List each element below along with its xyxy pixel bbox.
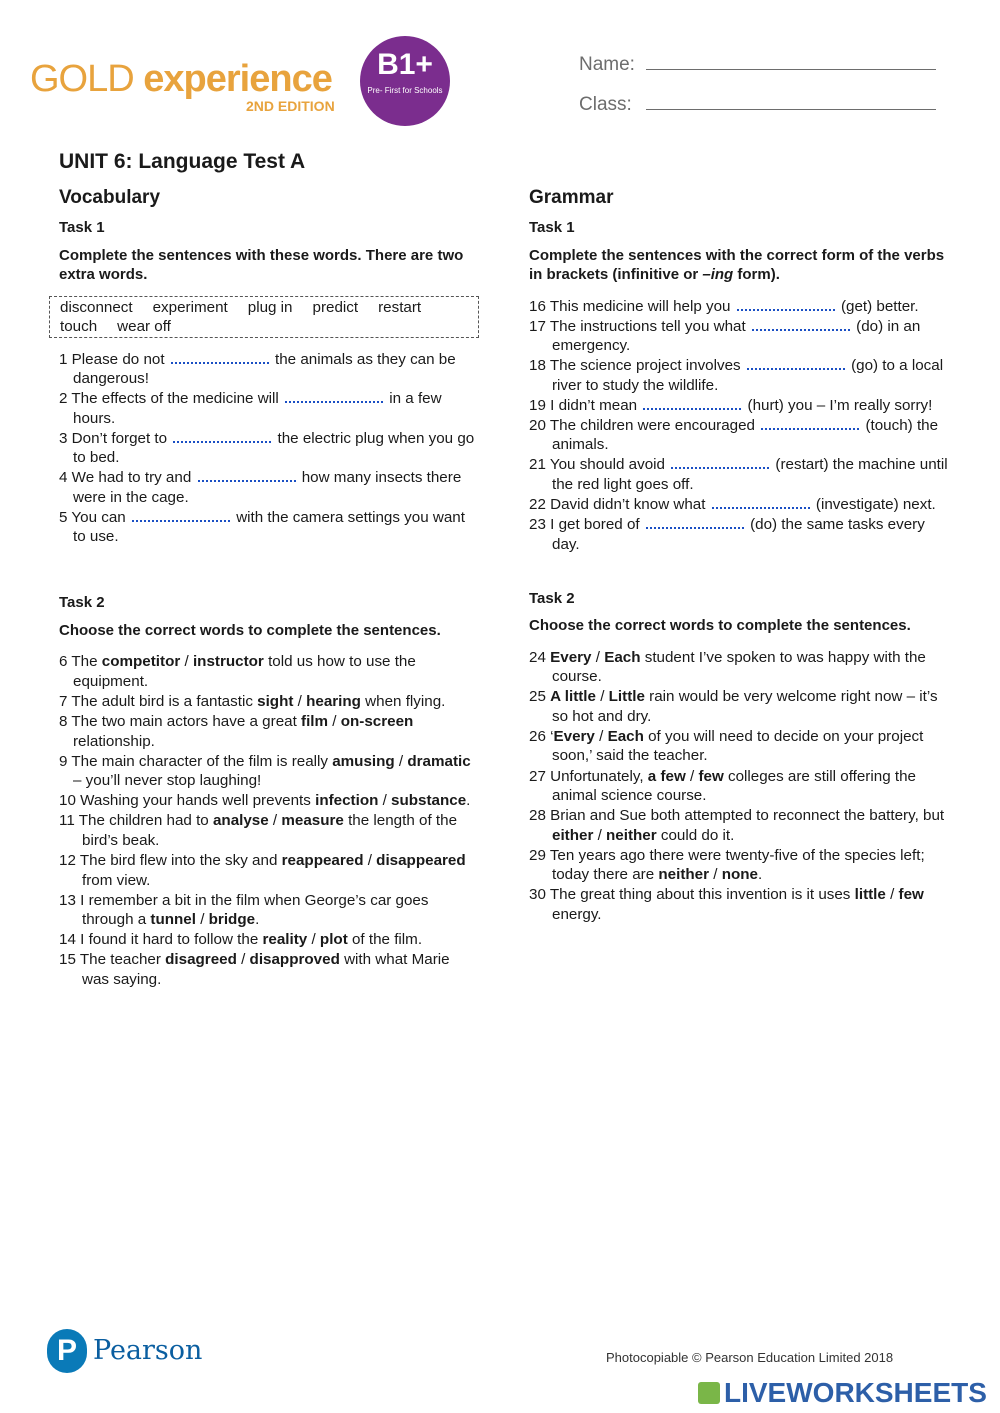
- question-text: The effects of the medicine will: [71, 390, 284, 408]
- level-badge: [360, 36, 450, 126]
- choice-option[interactable]: plot: [319, 931, 348, 949]
- question-text: (restart) the machine until the red light goes off.: [552, 456, 948, 493]
- question-item: [529, 495, 949, 515]
- choice-option[interactable]: A little: [550, 688, 596, 706]
- answer-blank[interactable]: [752, 319, 850, 331]
- liveworksheets-logo: [698, 1377, 987, 1409]
- question-text: /: [195, 911, 209, 929]
- question-item: [529, 648, 949, 687]
- choice-option[interactable]: neither: [606, 826, 657, 844]
- grammar-task1-label: Task 1: [529, 219, 575, 236]
- choice-option[interactable]: Every: [553, 727, 595, 745]
- grammar-heading: Grammar: [529, 187, 614, 208]
- grammar-task2-list: [529, 648, 949, 925]
- grammar-task1-instruction: [529, 246, 949, 285]
- choice-option[interactable]: bridge: [208, 911, 256, 929]
- question-item: [59, 811, 479, 850]
- question-number: 26: [529, 727, 551, 745]
- instruction-italic: –ing: [702, 266, 734, 283]
- question-text: – you’ll never stop laughing!: [73, 772, 262, 790]
- question-number: 6: [59, 653, 72, 671]
- question-text: Don’t forget to: [71, 429, 172, 447]
- question-number: 27: [529, 767, 551, 785]
- question-text: the length of the bird’s beak.: [82, 812, 458, 849]
- liveworksheets-text: LIVEWORKSHEETS: [724, 1377, 987, 1408]
- question-text: The great thing about this invention is it uses: [549, 886, 855, 904]
- question-text: The: [71, 653, 102, 671]
- question-number: 2: [59, 390, 72, 408]
- choice-option[interactable]: few: [698, 767, 724, 785]
- class-field[interactable]: [646, 109, 936, 110]
- question-text: of the film.: [347, 931, 423, 949]
- question-text: /: [268, 812, 282, 830]
- question-text: I remember a bit in the film when George’s car goes through a: [80, 891, 429, 929]
- question-text: /: [328, 713, 341, 731]
- question-text: from view.: [82, 871, 151, 889]
- choice-option[interactable]: Each: [604, 648, 641, 666]
- question-text: /: [236, 951, 250, 969]
- question-text: The main character of the film is really: [71, 752, 333, 770]
- question-number: 12: [59, 852, 80, 870]
- question-text: /: [591, 648, 605, 666]
- question-text: (do) the same tasks every day.: [552, 516, 925, 553]
- word-option: restart: [378, 298, 422, 316]
- choice-option[interactable]: none: [721, 866, 758, 884]
- question-text: the animals as they can be dangerous!: [73, 350, 456, 387]
- choice-option[interactable]: infection: [315, 792, 379, 810]
- question-text: (do) in an emergency.: [552, 317, 921, 355]
- question-text: The bird flew into the sky and: [79, 852, 282, 870]
- question-text: (hurt) you – I’m really sorry!: [743, 396, 933, 414]
- instruction-part: Complete the sentences with the correct form of the verbs in brackets (infinitive or: [529, 246, 945, 283]
- vocab-task2-list: [59, 652, 479, 989]
- question-text: I didn’t mean: [550, 396, 642, 414]
- choice-option[interactable]: film: [301, 713, 329, 731]
- answer-blank[interactable]: [173, 431, 271, 443]
- question-number: 4: [59, 469, 72, 487]
- question-text: I found it hard to follow the: [80, 931, 263, 949]
- choice-option[interactable]: few: [898, 886, 924, 904]
- question-text: Unfortunately,: [550, 767, 648, 785]
- question-number: 24: [529, 648, 551, 666]
- question-text: The instructions tell you what: [549, 317, 750, 335]
- question-item: [529, 885, 949, 924]
- question-number: 18: [529, 357, 550, 375]
- word-option: disconnect: [60, 298, 133, 316]
- question-text: /: [594, 727, 608, 745]
- vocab-task2-instruction: Choose the correct words to complete the sentences.: [59, 621, 441, 639]
- question-text: The teacher: [79, 951, 166, 969]
- question-text: The adult bird is a fantastic: [71, 693, 258, 711]
- question-number: 19: [529, 396, 551, 414]
- vocab-task1-list: [59, 350, 479, 547]
- choice-option[interactable]: amusing: [332, 752, 395, 770]
- grammar-task2-instruction: Choose the correct words to complete the sentences.: [529, 617, 911, 635]
- question-text: how many insects there were in the cage.: [73, 469, 462, 506]
- question-text: We had to try and: [71, 469, 196, 487]
- question-text: energy.: [552, 905, 602, 923]
- question-item: [529, 727, 949, 766]
- edition-label: 2ND EDITION: [246, 98, 335, 114]
- question-text: /: [685, 767, 699, 785]
- question-text: /: [593, 826, 607, 844]
- question-text: .: [466, 792, 471, 810]
- choice-option[interactable]: Each: [607, 727, 644, 745]
- question-item: [59, 350, 479, 389]
- word-option: touch: [60, 317, 98, 335]
- word-option: predict: [312, 298, 359, 316]
- answer-blank[interactable]: [646, 517, 744, 529]
- question-text: colleges are still offering the animal science course.: [552, 767, 916, 805]
- choice-option[interactable]: measure: [281, 812, 344, 830]
- question-text: when flying.: [360, 693, 446, 711]
- choice-option[interactable]: either: [552, 826, 594, 844]
- question-item: [59, 712, 479, 751]
- question-number: 21: [529, 456, 550, 474]
- class-label: Class:: [579, 94, 632, 115]
- answer-blank[interactable]: [643, 398, 741, 410]
- word-option: experiment: [152, 298, 228, 316]
- question-text: could do it.: [656, 826, 735, 844]
- question-item: [59, 791, 479, 811]
- badge-sub: Pre- First for Schools: [367, 86, 443, 95]
- question-number: 11: [59, 812, 79, 830]
- question-text: You can: [71, 508, 130, 526]
- question-text: Brian and Sue both attempted to reconnect the battery, but: [550, 807, 945, 825]
- liveworksheets-icon: [698, 1382, 720, 1404]
- word-option: plug in: [247, 298, 293, 316]
- choice-option[interactable]: disappeared: [376, 852, 466, 870]
- question-number: 14: [59, 931, 81, 949]
- choice-option[interactable]: Little: [608, 688, 645, 706]
- question-item: [529, 297, 949, 317]
- question-number: 8: [59, 713, 72, 731]
- question-text: .: [757, 866, 763, 884]
- question-number: 28: [529, 807, 551, 825]
- brand-logo: [30, 58, 332, 101]
- question-number: 22: [529, 496, 551, 514]
- question-text: Please do not: [71, 350, 169, 368]
- question-item: [59, 891, 479, 930]
- vocab-task1-instruction: Complete the sentences with these words. There are two extra words.: [59, 246, 464, 283]
- choice-option[interactable]: little: [854, 886, 886, 904]
- brand-gold: GOLD: [30, 58, 134, 100]
- question-item: [59, 652, 479, 691]
- word-option: wear off: [117, 317, 171, 335]
- question-number: 3: [59, 429, 72, 447]
- name-label: Name:: [579, 54, 635, 75]
- question-item: [59, 692, 479, 712]
- badge-level: B1+: [377, 48, 433, 81]
- question-number: 5: [59, 508, 72, 526]
- question-item: [59, 508, 479, 547]
- question-text: (get) better.: [836, 297, 919, 315]
- question-item: [59, 930, 479, 950]
- answer-blank[interactable]: [712, 497, 810, 509]
- answer-blank[interactable]: [761, 418, 859, 430]
- question-number: 15: [59, 951, 80, 969]
- vocabulary-heading: Vocabulary: [59, 187, 161, 208]
- question-item: [529, 806, 949, 845]
- question-text: /: [709, 866, 722, 884]
- question-number: 30: [529, 886, 550, 904]
- question-text: The children were encouraged: [549, 416, 760, 434]
- question-item: [529, 356, 949, 395]
- question-text: student I’ve spoken to was happy with the course.: [552, 648, 926, 686]
- question-text: /: [180, 653, 193, 671]
- question-item: [59, 429, 479, 468]
- question-text: told us how to use the equipment.: [73, 653, 416, 690]
- question-text: Washing your hands well prevents: [80, 792, 316, 810]
- question-number: 29: [529, 846, 550, 864]
- question-text: The two main actors have a great: [71, 713, 302, 731]
- question-text: /: [885, 886, 899, 904]
- choice-option[interactable]: substance: [391, 792, 467, 810]
- name-field[interactable]: [646, 69, 936, 70]
- choice-option[interactable]: tunnel: [150, 911, 196, 929]
- instruction-part: form).: [733, 266, 780, 283]
- word-box: [49, 296, 479, 338]
- pearson-wordmark: Pearson: [93, 1335, 203, 1366]
- choice-option[interactable]: reappeared: [281, 852, 364, 870]
- question-number: 25: [529, 688, 551, 706]
- question-text: David didn’t know what: [550, 496, 710, 514]
- question-number: 17: [529, 317, 550, 335]
- choice-option[interactable]: sight: [257, 693, 294, 711]
- choice-option[interactable]: on-screen: [340, 713, 414, 731]
- question-text: the electric plug when you go to bed.: [73, 429, 475, 467]
- question-text: Ten years ago there were twenty-five of the species left; today there are: [549, 846, 925, 884]
- question-item: [529, 687, 949, 726]
- choice-option[interactable]: neither: [658, 866, 710, 884]
- choice-option[interactable]: hearing: [306, 693, 361, 711]
- question-item: [529, 767, 949, 806]
- answer-blank[interactable]: [171, 352, 269, 364]
- grammar-task2-label: Task 2: [529, 589, 575, 607]
- question-text: /: [394, 752, 408, 770]
- pearson-icon: P: [47, 1329, 87, 1373]
- choice-option[interactable]: dramatic: [407, 752, 471, 770]
- question-item: [59, 950, 479, 989]
- question-item: [59, 468, 479, 507]
- question-text: /: [363, 852, 377, 870]
- question-text: (touch) the animals.: [552, 416, 939, 454]
- answer-blank[interactable]: [198, 470, 296, 482]
- question-item: [529, 396, 949, 416]
- question-text: with what Marie was saying.: [82, 951, 450, 988]
- question-item: [59, 389, 479, 428]
- question-text: I get bored of: [550, 516, 644, 534]
- question-text: The children had to: [78, 812, 213, 830]
- question-text: of you will need to decide on your project soon,’ said the teacher.: [552, 727, 924, 765]
- question-text: /: [307, 931, 320, 949]
- question-item: [529, 317, 949, 356]
- answer-blank[interactable]: [747, 358, 845, 370]
- question-text: (go) to a local river to study the wildlife.: [552, 357, 944, 394]
- answer-blank[interactable]: [671, 457, 769, 469]
- question-number: 23: [529, 516, 551, 534]
- question-number: 9: [59, 752, 72, 770]
- brand-experience: experience: [143, 58, 332, 100]
- question-item: [529, 846, 949, 885]
- copyright-notice: Photocopiable © Pearson Education Limited 2018: [606, 1350, 894, 1365]
- choice-option[interactable]: instructor: [192, 653, 264, 671]
- question-text: .: [255, 911, 260, 929]
- question-item: [529, 515, 949, 554]
- choice-option[interactable]: Every: [550, 648, 592, 666]
- choice-option[interactable]: reality: [262, 931, 308, 949]
- question-text: (investigate) next.: [811, 496, 936, 514]
- question-number: 7: [59, 693, 72, 711]
- choice-option[interactable]: a few: [647, 767, 686, 785]
- vocab-task2-label: Task 2: [59, 594, 105, 612]
- vocab-task1-label: Task 1: [59, 219, 105, 236]
- question-text: /: [595, 688, 609, 706]
- question-text: ‘: [550, 727, 554, 745]
- question-number: 20: [529, 416, 550, 434]
- grammar-task1-list: [529, 297, 949, 555]
- answer-blank[interactable]: [737, 299, 835, 311]
- question-text: /: [378, 792, 392, 810]
- choice-option[interactable]: competitor: [101, 653, 181, 671]
- question-text: relationship.: [73, 732, 155, 750]
- question-item: [529, 455, 949, 494]
- question-number: 16: [529, 297, 550, 315]
- choice-option[interactable]: analyse: [212, 812, 269, 830]
- answer-blank[interactable]: [285, 391, 383, 403]
- question-item: [529, 416, 949, 455]
- answer-blank[interactable]: [132, 510, 230, 522]
- question-number: 1: [59, 350, 72, 368]
- page-title: UNIT 6: Language Test A: [59, 150, 306, 173]
- question-text: This medicine will help you: [549, 297, 735, 315]
- question-text: /: [293, 693, 307, 711]
- vocabulary-column: [59, 218, 479, 990]
- question-number: 10: [59, 792, 81, 810]
- question-text: in a few hours.: [73, 390, 442, 427]
- question-number: 13: [59, 891, 81, 909]
- question-text: with the camera settings you want to use.: [73, 508, 465, 546]
- question-text: rain would be very welcome right now – it’s so hot and dry.: [552, 688, 938, 725]
- question-text: The science project involves: [549, 357, 745, 375]
- question-item: [59, 752, 479, 791]
- grammar-column: [529, 218, 949, 925]
- choice-option[interactable]: disapproved: [249, 951, 340, 969]
- question-item: [59, 851, 479, 890]
- choice-option[interactable]: disagreed: [165, 951, 237, 969]
- question-text: You should avoid: [549, 456, 670, 474]
